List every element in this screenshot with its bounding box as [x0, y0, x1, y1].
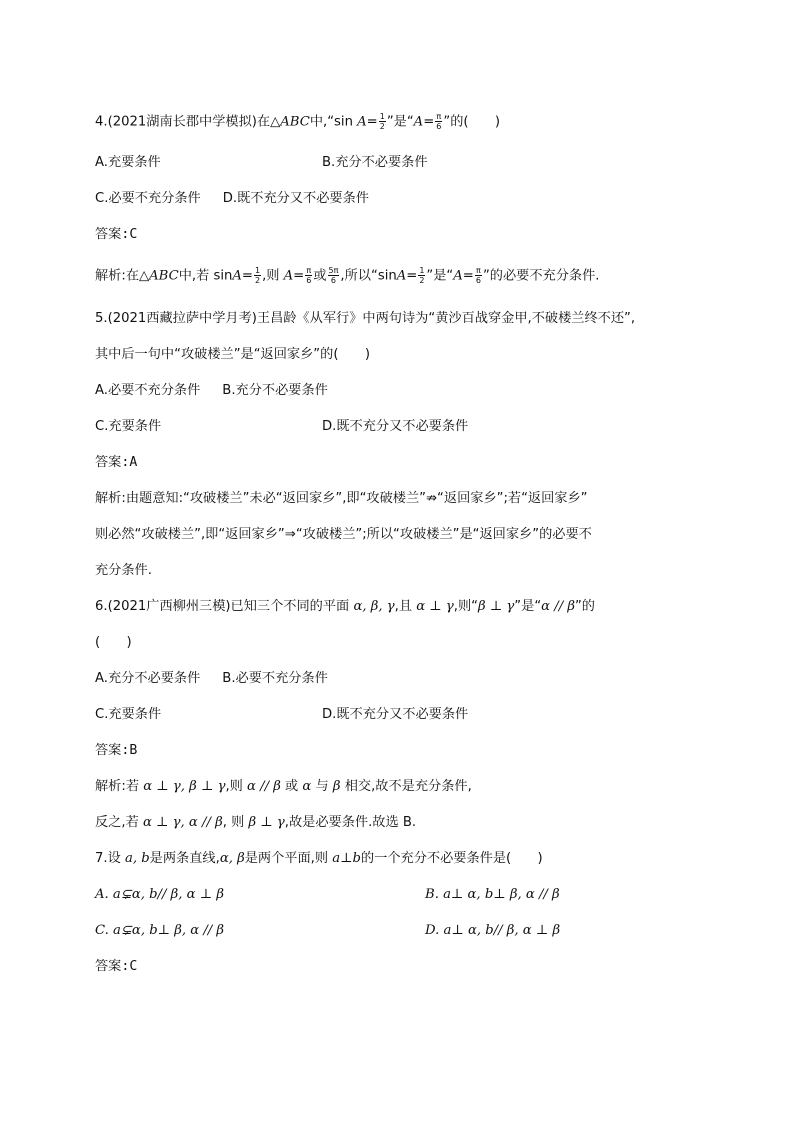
numerator: 1 [254, 266, 261, 275]
q6-answer: 答案:B [95, 743, 138, 758]
q7-answer: 答案:C [95, 959, 138, 974]
var-a: A [232, 268, 242, 284]
var-a: A [357, 114, 367, 130]
numerator: π [306, 266, 312, 275]
numerator: π [436, 112, 442, 121]
q6-option-d: D.既不充分又不必要条件 [322, 707, 469, 722]
q5-option-a: A.必要不充分条件 [95, 383, 201, 398]
q6-stem-text: 6.(2021广西柳州三模)已知三个不同的平面 [95, 599, 354, 614]
q4-exp-text: 解析:在△ [95, 268, 150, 284]
q6-stem-text: ,则“ [453, 599, 478, 614]
math-perp: a⊥b [332, 851, 361, 866]
math-expr: α // β [247, 779, 281, 794]
q5-stem-line2: 其中后一句中“攻破楼兰”是“返回家乡”的( ) [95, 347, 370, 362]
q6-exp-text: ,故是必要条件.故选 B. [284, 815, 417, 830]
math-expr: β ⊥ γ [248, 815, 285, 830]
denominator: 6 [475, 276, 481, 285]
var-abc: ABC [149, 268, 179, 284]
q7-stem-text: 7.设 [95, 851, 125, 866]
q4-stem [95, 112, 500, 132]
denominator: 6 [436, 122, 442, 131]
denominator: 6 [306, 276, 312, 285]
equals-sign: = [293, 268, 305, 284]
q4-option-b: B.充分不必要条件 [322, 155, 428, 170]
var-abc: ABC [280, 114, 310, 130]
math-expr: β [332, 779, 341, 794]
q4-exp-text: ”是“ [426, 268, 454, 284]
equals-sign: = [423, 114, 435, 130]
q6-exp-text: ,则 [225, 779, 248, 794]
q5-explanation-line1: 解析:由题意知:“攻破楼兰”未必“返回家乡”,即“攻破楼兰”⇏“返回家乡”;若“返回家乡” [95, 491, 588, 506]
q6-option-c: C.充要条件 [95, 707, 162, 722]
math-expr: α [302, 779, 312, 794]
q5-options-ab [95, 382, 328, 400]
q4-option-d: D.既不充分又不必要条件 [222, 191, 369, 206]
q7-stem [95, 850, 543, 868]
equals-sign: = [462, 268, 474, 284]
q4-exp-text: ”的必要不充分条件. [482, 268, 600, 284]
q4-exp-text: 中,若 sin [178, 268, 233, 284]
q4-stem-text: ”是“ [386, 114, 414, 130]
fraction-pi-six [305, 266, 312, 285]
numerator: 1 [419, 266, 425, 275]
q4-exp-text: ,则 [262, 268, 284, 284]
q6-exp-text: 或 [280, 779, 303, 794]
math-statement-q: α // β [541, 599, 575, 614]
q4-exp-text: 或 [313, 268, 327, 284]
q5-option-c: C.充要条件 [95, 419, 162, 434]
q7-option-d: D. a⊥ α, b// β, α ⊥ β [425, 923, 561, 938]
q4-explanation [95, 266, 599, 286]
q7-stem-text: 是两条直线, [149, 851, 220, 866]
q6-exp-text: 与 [311, 779, 333, 794]
q5-explanation-line3: 充分条件. [95, 563, 152, 578]
q6-stem-text: ,且 [394, 599, 417, 614]
q4-answer: 答案:C [95, 227, 138, 242]
q7-option-c: C. a⊊α, b⊥ β, α // β [95, 923, 225, 938]
q5-option-d: D.既不充分又不必要条件 [322, 419, 469, 434]
math-statement-p: β ⊥ γ [478, 599, 515, 614]
q6-stem-text: ”的 [574, 599, 595, 614]
math-lines: a, b [124, 851, 150, 866]
q7-option-b: B. a⊥ α, b⊥ β, α // β [425, 887, 560, 902]
equals-sign: = [241, 268, 253, 284]
numerator: π [475, 266, 481, 275]
fraction-five-pi-six [328, 266, 340, 285]
q5-stem-line1: 5.(2021西藏拉萨中学月考)王昌龄《从军行》中两句诗为“黄沙百战穿金甲,不破楼兰终不还”, [95, 311, 636, 326]
numerator: 5π [328, 266, 339, 275]
q5-answer: 答案:A [95, 455, 138, 470]
q6-exp-text: 反之,若 [95, 815, 143, 830]
denominator: 2 [419, 276, 425, 285]
math-condition: α ⊥ γ [416, 599, 454, 614]
fraction-one-half [418, 266, 425, 285]
equals-sign: = [406, 268, 418, 284]
equals-sign: = [366, 114, 378, 130]
math-planes: α, β, γ [353, 599, 395, 614]
q7-stem-text: 的一个充分不必要条件是( ) [360, 851, 543, 866]
q5-option-b: B.充分不必要条件 [222, 383, 328, 398]
var-a: A [453, 268, 463, 284]
math-expr: α ⊥ γ, α // β [142, 815, 223, 830]
q4-options-cd [95, 190, 369, 208]
q7-option-a: A. a⊊α, b// β, α ⊥ β [95, 887, 224, 902]
q6-options-ab [95, 670, 328, 688]
q6-answer-paren: ( ) [95, 635, 132, 650]
math-expr: α ⊥ γ, β ⊥ γ [143, 779, 226, 794]
math-planes: α, β [219, 851, 245, 866]
q4-option-c: C.必要不充分条件 [95, 191, 201, 206]
var-a: A [396, 268, 407, 284]
q4-stem-text: 4.(2021湖南长郡中学模拟)在△ [95, 114, 281, 130]
denominator: 6 [330, 276, 337, 285]
q4-option-a: A.充要条件 [95, 155, 161, 170]
q6-option-b: B.必要不充分条件 [222, 671, 328, 686]
q4-stem-text: 中,“sin [309, 114, 358, 130]
q5-explanation-line2: 则必然“攻破楼兰”,即“返回家乡”⇒“攻破楼兰”;所以“攻破楼兰”是“返回家乡”的必要不 [95, 527, 592, 542]
numerator: 1 [379, 112, 385, 121]
var-a: A [413, 114, 424, 130]
q4-exp-text: ,所以“sin [340, 268, 397, 284]
var-a: A [283, 268, 294, 284]
fraction-pi-six [435, 112, 442, 131]
q6-stem [95, 598, 595, 616]
denominator: 2 [254, 276, 261, 285]
fraction-one-half [379, 112, 386, 131]
q6-exp-text: , 则 [222, 815, 249, 830]
fraction-pi-six [475, 266, 482, 285]
fraction-one-half [254, 266, 261, 285]
q6-exp-text: 解析:若 [95, 779, 144, 794]
denominator: 2 [379, 122, 385, 131]
q6-explanation-line1 [95, 778, 472, 796]
q4-stem-text: ”的( ) [443, 114, 501, 130]
q6-exp-text: 相交,故不是充分条件, [340, 779, 472, 794]
q6-stem-text: ”是“ [514, 599, 542, 614]
q7-stem-text: 是两个平面,则 [244, 851, 333, 866]
q6-explanation-line2 [95, 814, 416, 832]
q6-option-a: A.充分不必要条件 [95, 671, 201, 686]
